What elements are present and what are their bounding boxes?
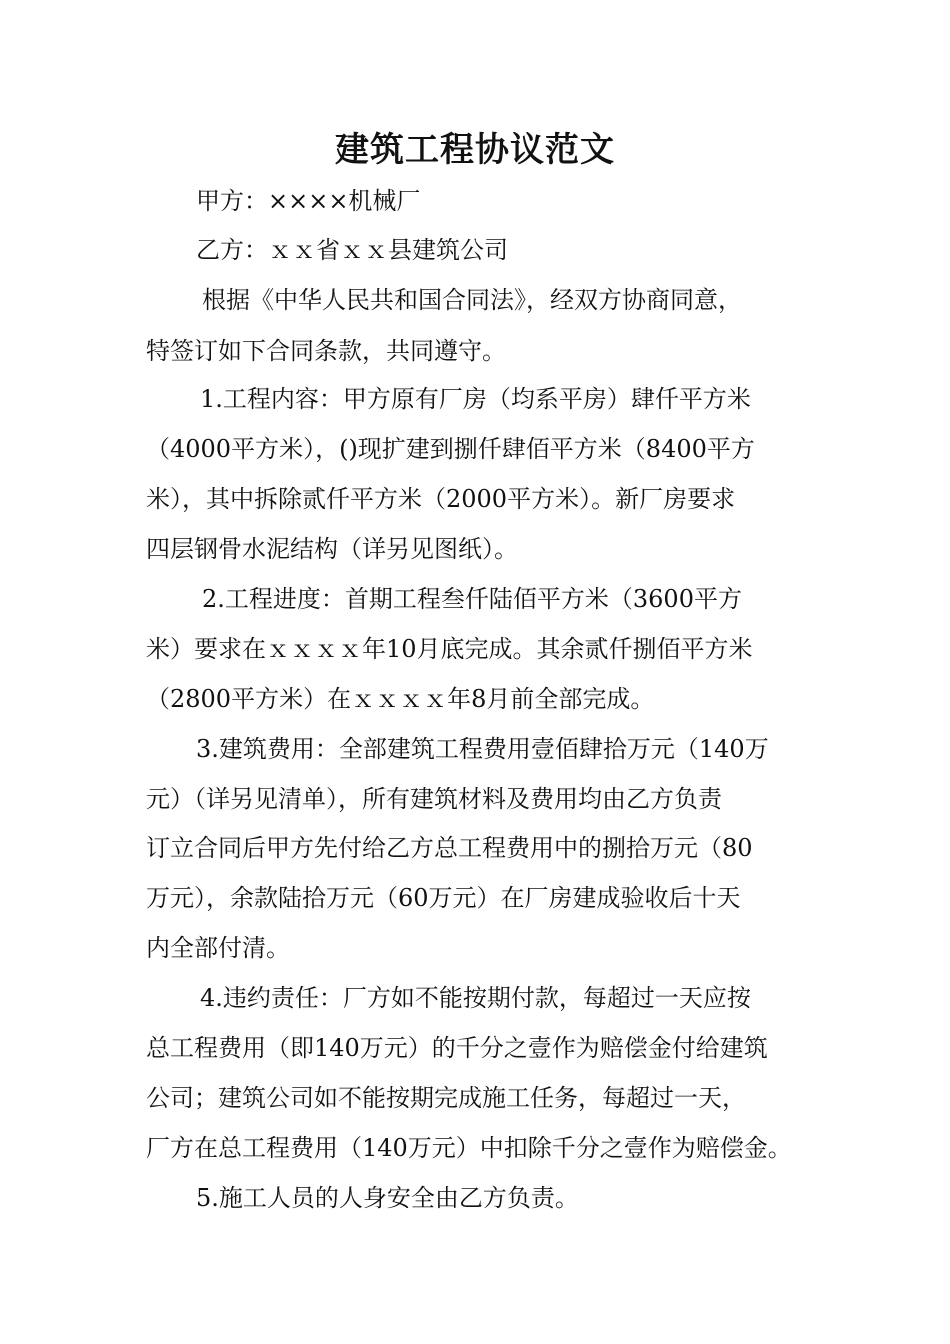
intro-line-2: 特签订如下合同条款，共同遵守。 [146, 337, 506, 365]
document-title: 建筑工程协议范文 [335, 130, 615, 170]
clause-4-line-4: 厂方在总工程费用（140万元）中扣除千分之壹作为赔偿金。 [146, 1134, 792, 1162]
clause-2-line-3: （2800平方米）在ｘｘｘｘ年8月前全部完成。 [146, 685, 655, 713]
clause-1-line-4: 四层钢骨水泥结构（详另见图纸）。 [146, 535, 518, 563]
party-b: 乙方：ｘｘ省ｘｘ县建筑公司 [196, 236, 508, 264]
party-a: 甲方：××××机械厂 [196, 187, 421, 215]
clause-1-line-2: （4000平方米），()现扩建到捌仟肆佰平方米（8400平方 [146, 435, 755, 463]
clause-3-line-4: 万元），余款陆拾万元（60万元）在厂房建成验收后十天 [146, 884, 741, 912]
intro-line-1: 根据《中华人民共和国合同法》，经双方协商同意， [202, 286, 742, 314]
clause-2-line-2: 米）要求在ｘｘｘｘ年10月底完成。其余贰仟捌佰平方米 [146, 635, 753, 663]
clause-5: 5.施工人员的人身安全由乙方负责。 [196, 1184, 579, 1212]
clause-3-line-5: 内全部付清。 [146, 934, 290, 962]
clause-1-line-1: 1.工程内容：甲方原有厂房（均系平房）肆仟平方米 [200, 385, 751, 413]
clause-3-line-3: 订立合同后甲方先付给乙方总工程费用中的捌拾万元（80 [146, 834, 753, 862]
clause-3-line-2: 元）（详另见清单），所有建筑材料及费用均由乙方负责 [146, 785, 722, 813]
clause-4-line-3: 公司；建筑公司如不能按期完成施工任务，每超过一天， [146, 1084, 746, 1112]
clause-4-line-1: 4.违约责任：厂方如不能按期付款，每超过一天应按 [200, 984, 751, 1012]
clause-4-line-2: 总工程费用（即140万元）的千分之壹作为赔偿金付给建筑 [146, 1034, 768, 1062]
clause-2-line-1: 2.工程进度：首期工程叁仟陆佰平方米（3600平方 [202, 585, 742, 613]
clause-3-line-1: 3.建筑费用：全部建筑工程费用壹佰肆拾万元（140万 [196, 735, 769, 763]
clause-1-line-3: 米），其中拆除贰仟平方米（2000平方米）。新厂房要求 [146, 485, 736, 513]
